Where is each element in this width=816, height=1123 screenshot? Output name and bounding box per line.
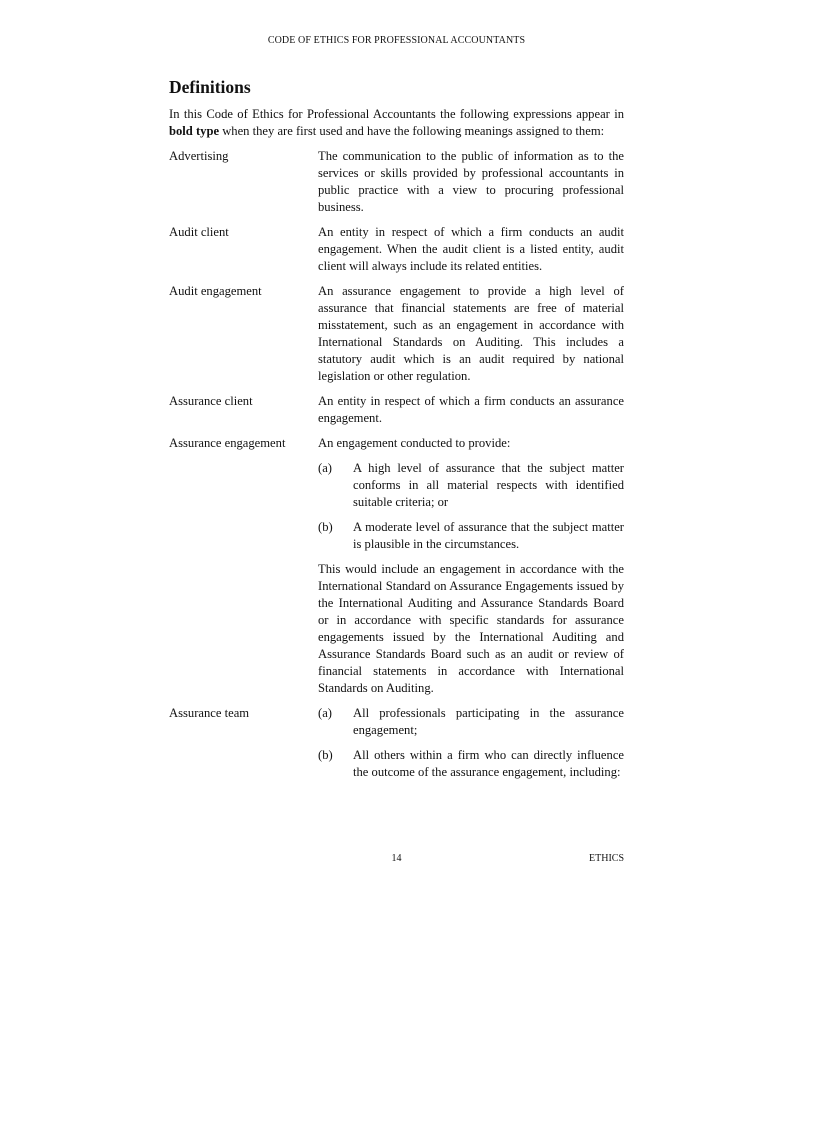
definition-audit-client [169,224,624,275]
running-header: CODE OF ETHICS FOR PROFESSIONAL ACCOUNTANTS [267,35,526,46]
list-item-text: A high level of assurance that the subject matter conforms in all material respects with identified suitable criteria; or [353,461,624,509]
list-item-label: (a) [318,461,332,475]
definition-description [318,435,624,697]
definition-assurance-engagement [169,435,624,697]
intro-text-before: In this Code of Ethics for Professional Accountants the following expressions appear in [169,107,624,121]
section-title: Definitions [169,77,251,97]
definition-lead-text: An engagement conducted to provide: [318,436,511,450]
footer-label: ETHICS [589,853,624,864]
definition-term: Assurance client [169,394,253,408]
definition-term: Assurance team [169,706,250,720]
definition-closing-text: This would include an engagement in accordance with the International Standard on Assurance Engagements issued by the International Auditing and Assurance Standards Board or in accordance with specific standards for assurance engagements issued by the International Auditing and Assurance Standards Board such as an audit or review of financial statements in accordance with International Standards on Auditing. [318,562,624,695]
definition-text: An entity in respect of which a firm conducts an assurance engagement. [318,394,624,425]
definition-assurance-team [169,705,624,781]
list-item-label: (b) [318,748,333,762]
list-item-label: (a) [318,706,332,720]
definition-term: Assurance engagement [169,436,286,450]
definition-term: Audit client [169,225,229,239]
definition-description [318,283,624,385]
definition-term: Advertising [169,149,229,163]
definition-description [318,705,624,781]
definition-description [318,148,624,216]
definition-term: Audit engagement [169,284,262,298]
intro-text-after: when they are first used and have the following meanings assigned to them: [219,124,605,138]
list-item [318,519,624,553]
definition-assurance-client [169,393,624,427]
definition-description [318,393,624,427]
definition-audit-engagement [169,283,624,385]
list-item [318,460,624,511]
definition-advertising [169,148,624,216]
definition-description [318,224,624,275]
list-item-text: A moderate level of assurance that the subject matter is plausible in the circumstances. [353,520,624,551]
definition-text: The communication to the public of information as to the services or skills provided by professional accountants in public practice with a view to procuring professional business. [318,149,624,214]
page-number: 14 [391,853,402,864]
list-item-text: All others within a firm who can directly influence the outcome of the assurance engagement, including: [353,748,624,779]
list-item-label: (b) [318,520,333,534]
definition-text: An assurance engagement to provide a high level of assurance that financial statements are free of material misstatement, such as an engagement in accordance with International Standards on Auditing. This includes a statutory audit which is an audit required by national legislation or other regulation. [318,284,624,383]
list-item-text: All professionals participating in the assurance engagement; [353,706,624,737]
list-item [318,747,624,781]
intro-paragraph [169,106,624,140]
list-item [318,705,624,739]
intro-bold-text: bold type [169,124,220,138]
definition-text: An entity in respect of which a firm conducts an audit engagement. When the audit client is a listed entity, audit client will always include its related entities. [318,225,624,273]
page-content [169,76,624,789]
